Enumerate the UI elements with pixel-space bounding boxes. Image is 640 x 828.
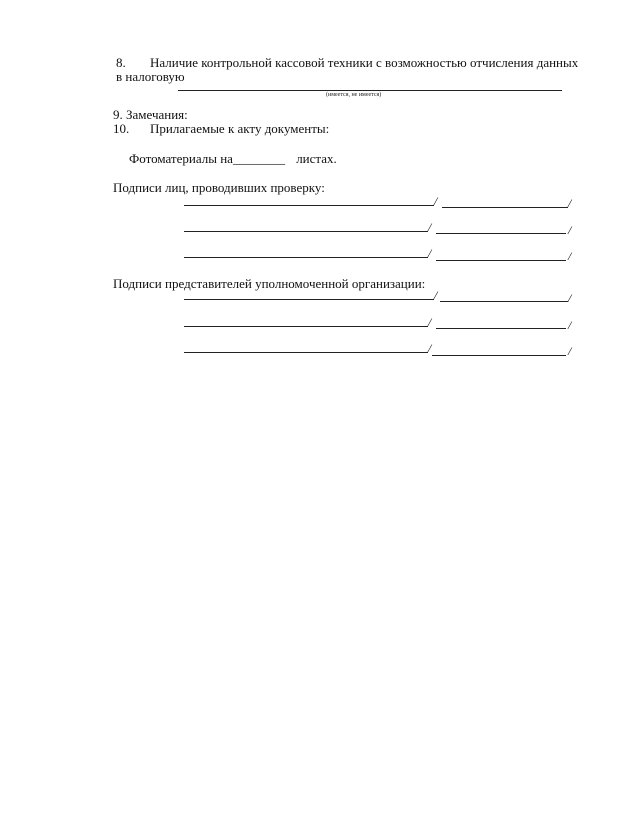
inspector-3-separator: / [428,246,432,260]
representative-3-name-line [432,355,566,356]
representative-2-name-line [436,328,566,329]
inspector-2-signature-line [184,231,428,232]
inspector-1-end-slash: / [568,196,572,210]
photo-materials-blank: ________ [232,151,285,166]
inspector-2-separator: / [428,220,432,234]
representative-1-signature-line [184,299,434,300]
representative-1-name-line [440,301,568,302]
inspector-2-name-line [436,233,566,234]
representatives-signatures-heading: Подписи представителей уполномоченной организации: [113,276,426,291]
representative-3-separator: / [428,341,432,355]
photo-materials-prefix: Фотоматериалы на [129,151,233,166]
item8-answer-line [178,90,562,91]
item8-number: 8. [116,55,126,70]
item8-hint: (имеется, не имеется) [326,92,382,98]
inspectors-signatures-heading: Подписи лиц, проводивших проверку: [113,180,325,195]
representative-3-signature-line [184,352,428,353]
inspector-3-end-slash: / [568,249,572,263]
inspector-2-end-slash: / [568,223,572,237]
inspector-3-signature-line [184,257,428,258]
representative-2-end-slash: / [568,318,572,332]
representative-1-end-slash: / [568,291,572,305]
representative-3-end-slash: / [568,344,572,358]
photo-materials-suffix: листах. [296,151,337,166]
item9-remarks: 9. Замечания: [113,107,188,122]
photo-materials-line [129,151,337,166]
item8-text-line1: Наличие контрольной кассовой техники с возможностью отчисления данных [150,55,579,70]
inspector-1-signature-line [184,205,434,206]
representative-2-signature-line [184,326,428,327]
inspector-3-name-line [436,260,566,261]
inspector-1-separator: / [434,194,438,208]
representative-2-separator: / [428,315,432,329]
item10-number: 10. [113,121,130,136]
item10-text: Прилагаемые к акту документы: [150,121,330,136]
item8-text-line2: в налоговую [116,69,185,84]
inspector-1-name-line [442,207,568,208]
representative-1-separator: / [434,288,438,302]
